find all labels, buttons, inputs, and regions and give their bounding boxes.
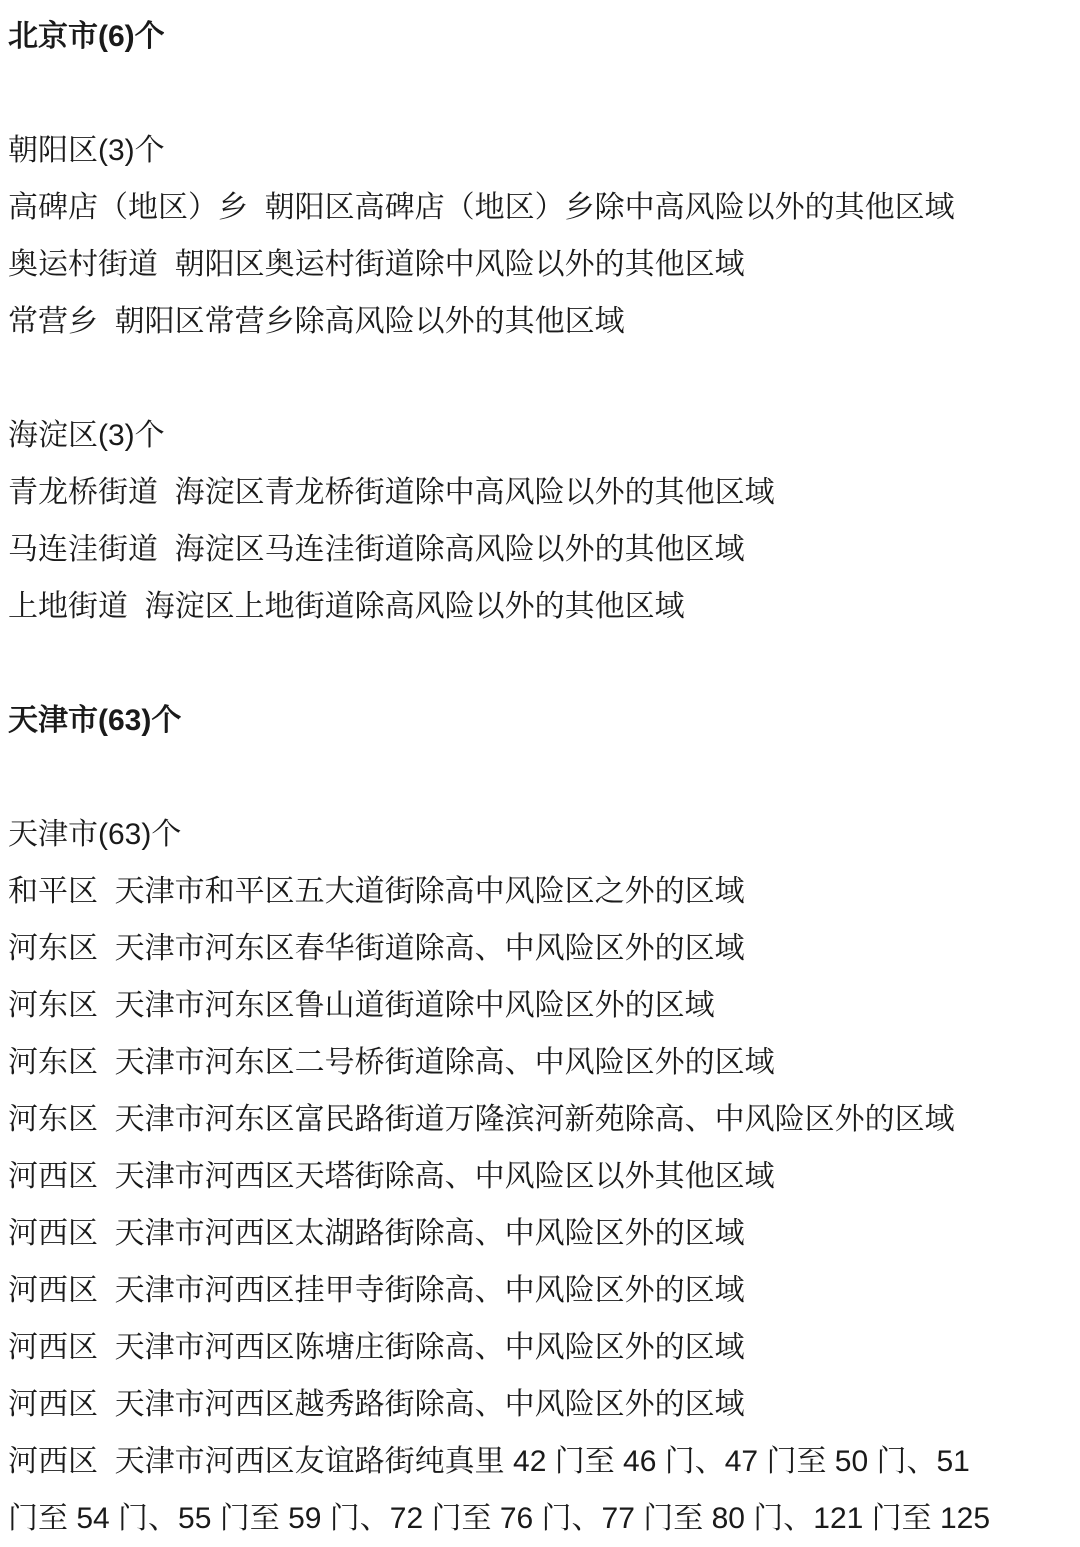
sub-heading: 朝阳区(3)个 [8,134,165,167]
text-line: 河西区 天津市河西区陈塘庄街除高、中风险区外的区域 [8,1331,745,1364]
document-body [8,8,1062,1547]
text-line: 青龙桥街道 海淀区青龙桥街道除中高风险以外的其他区域 [8,476,775,509]
sub-heading: 天津市(63)个 [8,818,182,851]
section-heading: 北京市(6)个 [8,20,165,53]
text-line: 河西区 天津市河西区天塔街除高、中风险区以外其他区域 [8,1160,775,1193]
text-line: 马连洼街道 海淀区马连洼街道除高风险以外的其他区域 [8,533,745,566]
paragraph-spacer [8,749,1062,806]
text-line: 河西区 天津市河西区友谊路街纯真里 42 门至 46 门、47 门至 50 门、51 [8,1445,970,1478]
paragraph-spacer [8,635,1062,692]
paragraph-spacer [8,350,1062,407]
text-line: 奥运村街道 朝阳区奥运村街道除中风险以外的其他区域 [8,248,745,281]
text-line: 和平区 天津市和平区五大道街除高中风险区之外的区域 [8,875,745,908]
text-line: 河东区 天津市河东区二号桥街道除高、中风险区外的区域 [8,1046,775,1079]
text-line: 河西区 天津市河西区越秀路街除高、中风险区外的区域 [8,1388,745,1421]
paragraph-spacer [8,65,1062,122]
text-line: 河东区 天津市河东区春华街道除高、中风险区外的区域 [8,932,745,965]
text-line: 上地街道 海淀区上地街道除高风险以外的其他区域 [8,590,685,623]
text-line: 河东区 天津市河东区富民路街道万隆滨河新苑除高、中风险区外的区域 [8,1103,955,1136]
sub-heading: 海淀区(3)个 [8,419,165,452]
text-line: 常营乡 朝阳区常营乡除高风险以外的其他区域 [8,305,625,338]
text-line: 高碑店（地区）乡 朝阳区高碑店（地区）乡除中高风险以外的其他区域 [8,191,955,224]
section-heading: 天津市(63)个 [8,704,182,737]
text-line: 河西区 天津市河西区挂甲寺街除高、中风险区外的区域 [8,1274,745,1307]
text-line: 门至 54 门、55 门至 59 门、72 门至 76 门、77 门至 80 门、121 门至 125 [8,1502,991,1535]
text-line: 河西区 天津市河西区太湖路街除高、中风险区外的区域 [8,1217,745,1250]
text-line: 河东区 天津市河东区鲁山道街道除中风险区外的区域 [8,989,715,1022]
